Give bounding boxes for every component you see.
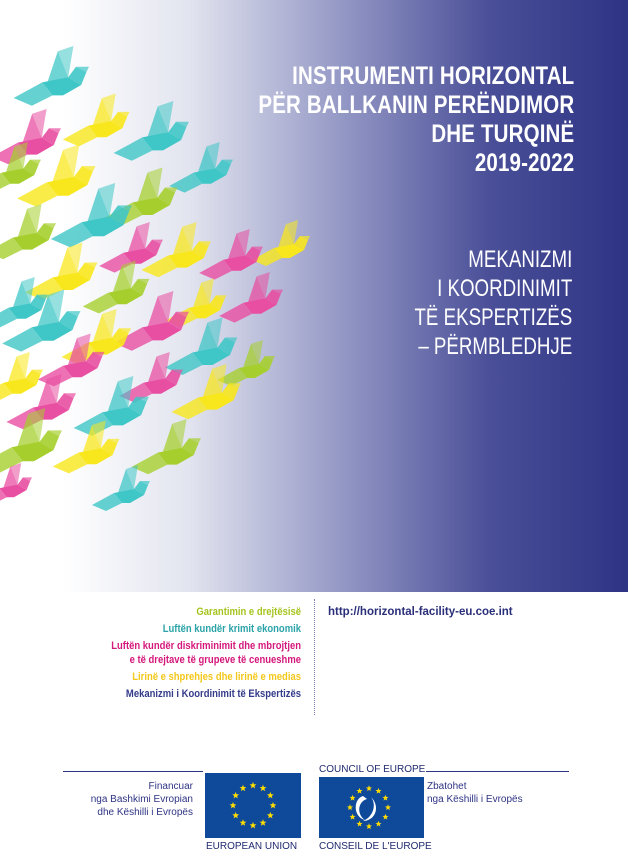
cover-title bbox=[258, 62, 574, 178]
star-icon bbox=[232, 792, 239, 799]
eu-flag-icon bbox=[205, 773, 301, 838]
implemented-line: Zbatohet bbox=[427, 781, 467, 792]
star-icon bbox=[366, 785, 372, 791]
cover-subtitle bbox=[414, 245, 572, 361]
star-icon bbox=[356, 788, 362, 794]
star-icon bbox=[250, 782, 257, 789]
subtitle-line: MEKANIZMI bbox=[467, 246, 572, 273]
theme-discrimination: Luftën kundër diskriminimit dhe mbrojtjen bbox=[111, 640, 301, 652]
star-icon bbox=[240, 785, 247, 792]
funded-line: nga Bashkimi Evropian bbox=[90, 794, 193, 805]
coe-caption-bottom: CONSEIL DE L'EUROPE bbox=[319, 841, 432, 852]
star-icon bbox=[347, 804, 353, 810]
star-icon bbox=[232, 812, 239, 819]
title-line: INSTRUMENTI HORIZONTAL bbox=[291, 62, 574, 90]
title-line: PËR BALLKANIN PERËNDIMOR bbox=[257, 91, 574, 119]
star-icon bbox=[375, 788, 381, 794]
title-line: DHE TURQINË bbox=[430, 120, 574, 148]
theme-justice: Garantimin e drejtësisë bbox=[196, 606, 301, 618]
star-icon bbox=[356, 821, 362, 827]
coe-logo-icon bbox=[319, 777, 424, 838]
dotted-divider bbox=[314, 599, 315, 715]
funded-line: dhe Këshilli i Evropës bbox=[97, 807, 193, 818]
eu-caption: EUROPEAN UNION bbox=[206, 841, 298, 852]
subtitle-line: – PËRMBLEDHJE bbox=[418, 333, 572, 360]
star-icon bbox=[270, 802, 277, 809]
star-icon bbox=[260, 819, 267, 826]
star-icon bbox=[382, 814, 388, 820]
implemented-line: nga Këshilli i Evropës bbox=[427, 794, 523, 805]
star-icon bbox=[350, 795, 356, 801]
title-years: 2019-2022 bbox=[474, 149, 574, 177]
theme-expertise-coordination: Mekanizmi i Koordinimit të Ekspertizës bbox=[125, 688, 301, 700]
eu-stars-icon bbox=[205, 773, 301, 838]
star-icon bbox=[350, 814, 356, 820]
star-icon bbox=[382, 795, 388, 801]
coe-swash-mark bbox=[363, 797, 376, 821]
themes-list bbox=[0, 605, 301, 701]
star-icon bbox=[267, 792, 274, 799]
star-icon bbox=[385, 804, 391, 810]
star-icon bbox=[260, 785, 267, 792]
theme-freedom-of-expression: Lirinë e shprehjes dhe lirinë e medias bbox=[132, 671, 301, 683]
subtitle-line: TË EKSPERTIZËS bbox=[414, 304, 572, 331]
coe-caption-top: COUNCIL OF EUROPE bbox=[319, 764, 426, 775]
star-icon bbox=[366, 823, 372, 829]
star-icon bbox=[240, 819, 247, 826]
funded-by-text bbox=[63, 780, 193, 819]
coe-arc-mark bbox=[356, 796, 367, 820]
funded-line: Financuar bbox=[148, 781, 193, 792]
coe-emblem-icon bbox=[319, 777, 424, 838]
star-icon bbox=[267, 812, 274, 819]
footer-rule-left bbox=[63, 771, 203, 772]
theme-discrimination-cont: e të drejtave të grupeve të cenueshme bbox=[129, 654, 301, 666]
subtitle-line: I KOORDINIMIT bbox=[436, 275, 572, 302]
star-icon bbox=[250, 822, 257, 829]
implemented-by-text bbox=[427, 780, 523, 806]
theme-economic-crime: Luftën kundër krimit ekonomik bbox=[162, 623, 301, 635]
star-icon bbox=[375, 821, 381, 827]
website-link[interactable]: http://horizontal-facility-eu.coe.int bbox=[328, 606, 513, 618]
star-icon bbox=[230, 802, 237, 809]
footer-rule-right bbox=[426, 771, 569, 772]
